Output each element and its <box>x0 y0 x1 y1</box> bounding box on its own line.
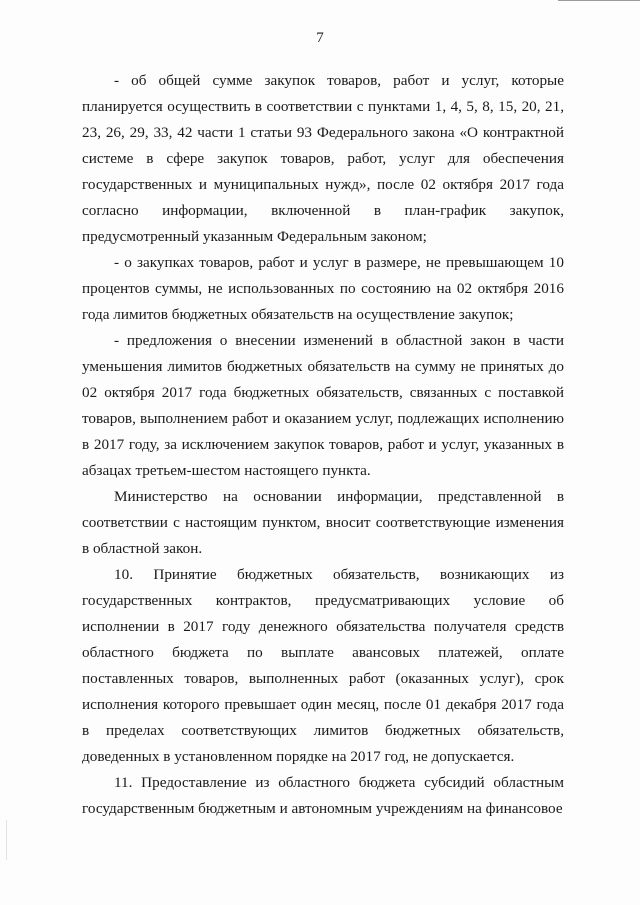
document-body <box>82 68 564 822</box>
paragraph-item-10: 10. Принятие бюджетных обязательств, возникающих из государственных контрактов, предусматривающих условие об исполнении в 2017 году денежного обязательства получателя средств областного бюджета по выплате авансовых платежей, оплате поставленных товаров, выполненных работ (оказанных услуг), срок исполнения которого превышает один месяц, после 01 декабря 2017 года в пределах соответствующих лимитов бюджетных обязательств, доведенных в установленном порядке на 2017 год, не допускается. <box>82 566 564 765</box>
paragraph-purchases-total: - об общей сумме закупок товаров, работ и услуг, которые планируется осуществить в соответствии с пунктами 1, 4, 5, 8, 15, 20, 21, 23, 26, 29, 33, 42 части 1 статьи 93 Федерального закона «О контрактной системе в сфере закупок товаров, работ, услуг для обеспечения государственных и муниципальных нужд», после 02 октября 2017 года согласно информации, включенной в план-график закупок, предусмотренный указанным Федеральным законом; <box>82 72 564 245</box>
page-number: 7 <box>316 30 324 46</box>
paragraph-ministry-changes: Министерство на основании информации, представленной в соответствии с настоящим пунктом, вносит соответствующие изменения в областной закон. <box>82 488 564 557</box>
paragraph-purchases-10-percent: - о закупках товаров, работ и услуг в размере, не превышающем 10 процентов суммы, не использованных по состоянию на 02 октября 2016 года лимитов бюджетных обязательств на осуществление закупок; <box>82 254 564 323</box>
top-edge-rule <box>558 0 640 1</box>
scan-edge-mark <box>6 820 7 860</box>
paragraph-law-amendment-proposals: - предложения о внесении изменений в областной закон в части уменьшения лимитов бюджетных обязательств на сумму не принятых до 02 октября 2017 года бюджетных обязательств, связанных с поставкой товаров, выполнением работ и оказанием услуг, подлежащих исполнению в 2017 году, за исключением закупок товаров, работ и услуг, указанных в абзацах третьем-шестом настоящего пункта. <box>82 332 564 479</box>
paragraph-item-11: 11. Предоставление из областного бюджета субсидий областным государственным бюджетным и автономным учреждениям на финансовое <box>82 774 564 817</box>
